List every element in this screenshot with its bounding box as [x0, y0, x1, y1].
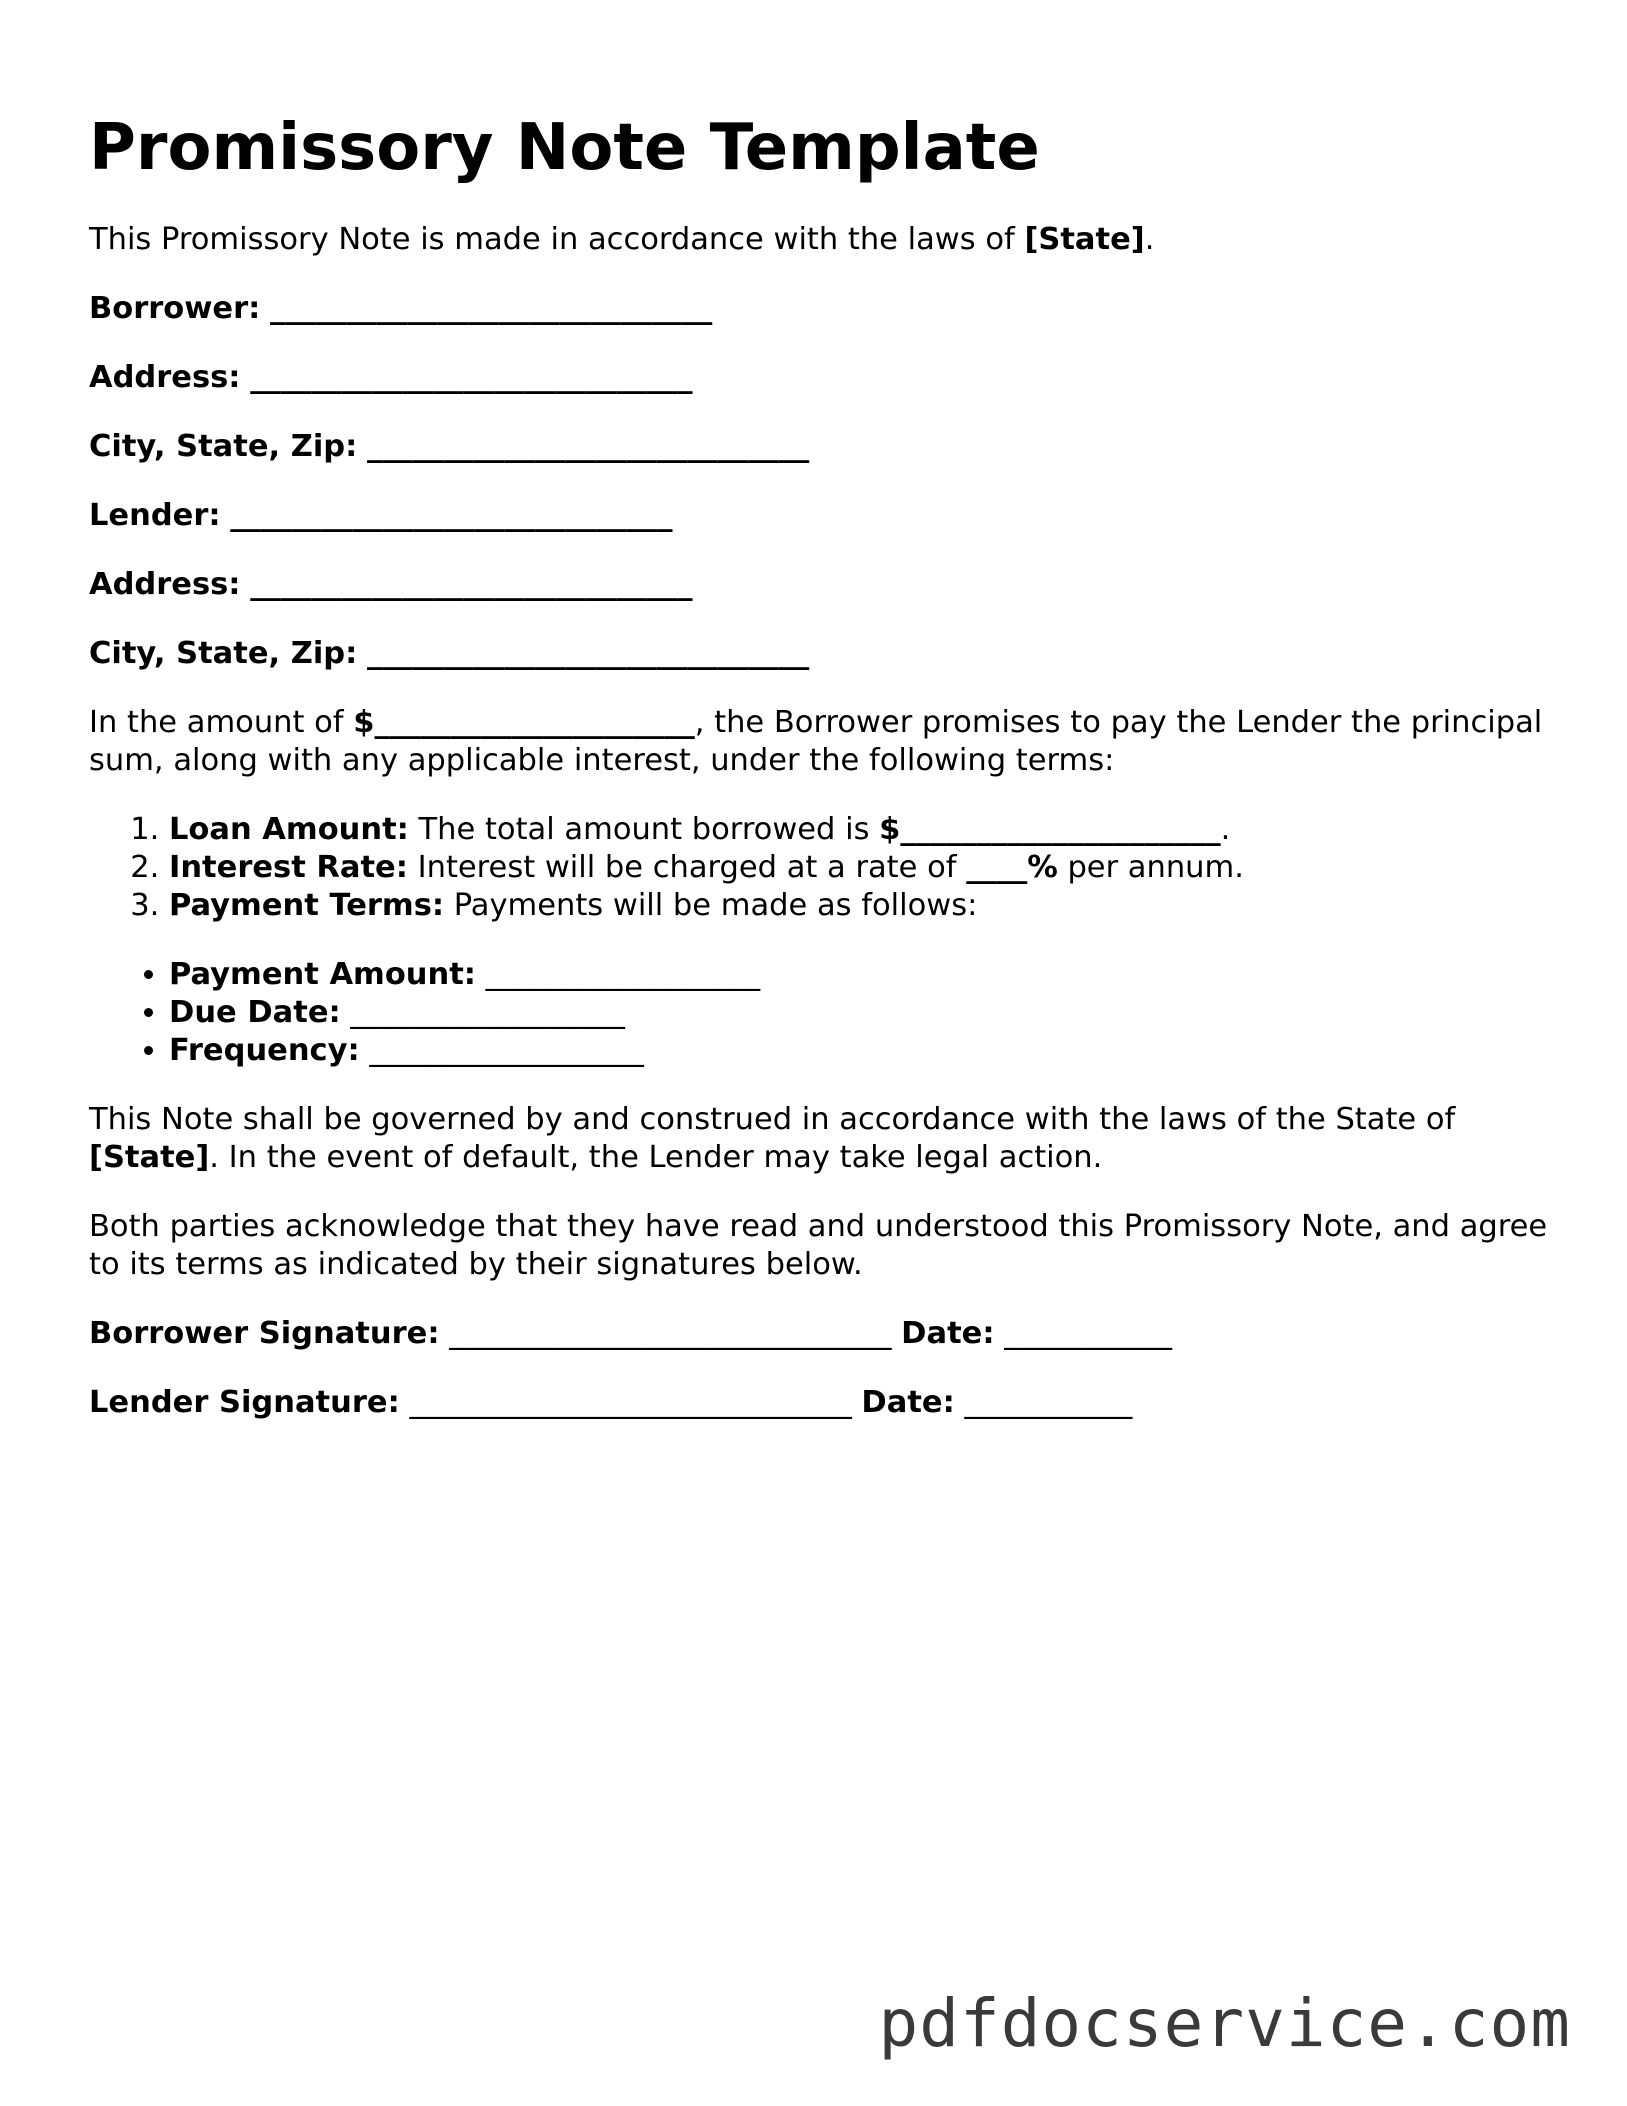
term-value[interactable]: $_____________________ — [879, 811, 1221, 847]
due-date-item[interactable] — [169, 994, 1549, 1032]
term-value[interactable]: ____% — [966, 849, 1058, 885]
amount-blank[interactable]: $_____________________ — [353, 704, 695, 740]
field-blank[interactable]: _____________________________ — [250, 359, 693, 395]
field-label: Address: — [89, 566, 241, 602]
payment-list — [89, 956, 1549, 1070]
amount-post: , the Borrower promises to pay the Lender the principal sum, along with any applicable interest, under the following terms: — [89, 704, 1543, 778]
field-label: Address: — [89, 359, 241, 395]
amount-paragraph — [89, 704, 1549, 780]
lender-field[interactable] — [89, 497, 1549, 535]
borrower-field[interactable] — [89, 290, 1549, 328]
document-page — [89, 110, 1549, 1453]
governing-post: . In the event of default, the Lender may take legal action. — [209, 1139, 1103, 1175]
frequency-item[interactable] — [169, 1032, 1549, 1070]
field-blank[interactable]: _____________________________ — [367, 635, 810, 671]
payment-label: Payment Amount: — [169, 956, 476, 992]
intro-paragraph — [89, 221, 1549, 259]
date-label: Date: — [861, 1384, 955, 1420]
acknowledge-paragraph: Both parties acknowledge that they have read and understood this Promissory Note, and agree to its terms as indicated by their signatures below. — [89, 1208, 1548, 1282]
term-text: Payments will be made as follows: — [444, 887, 978, 923]
field-blank[interactable]: _____________________________ — [270, 290, 713, 326]
field-label: City, State, Zip: — [89, 428, 358, 464]
payment-label: Frequency: — [169, 1032, 360, 1068]
term-text: Interest will be charged at a rate of — [407, 849, 967, 885]
date-blank[interactable]: ___________ — [994, 1315, 1172, 1351]
field-label: Borrower: — [89, 290, 261, 326]
term-payment-terms — [169, 887, 1549, 925]
field-blank[interactable]: _____________________________ — [250, 566, 693, 602]
term-post: . — [1220, 811, 1231, 847]
term-label: Payment Terms: — [169, 887, 445, 923]
governing-state: [State] — [89, 1139, 210, 1175]
borrower-address-field[interactable] — [89, 359, 1549, 397]
field-label: Lender: — [89, 497, 221, 533]
lender-signature-row[interactable] — [89, 1384, 1549, 1422]
page-title: Promissory Note Template — [89, 111, 1040, 185]
payment-blank[interactable]: __________________ — [340, 994, 625, 1030]
date-blank[interactable]: ___________ — [954, 1384, 1133, 1420]
lender-address-field[interactable] — [89, 566, 1549, 604]
payment-blank[interactable]: __________________ — [475, 956, 761, 992]
amount-pre: In the amount of — [89, 704, 354, 740]
borrower-city-state-zip-field[interactable] — [89, 428, 1549, 466]
field-blank[interactable]: _____________________________ — [367, 428, 810, 464]
payment-amount-item[interactable] — [169, 956, 1549, 994]
signature-blank[interactable]: _____________________________ — [399, 1384, 862, 1420]
date-label: Date: — [901, 1315, 995, 1351]
governing-paragraph — [89, 1101, 1549, 1177]
lender-city-state-zip-field[interactable] — [89, 635, 1549, 673]
field-label: City, State, Zip: — [89, 635, 358, 671]
term-text: The total amount borrowed is — [408, 811, 880, 847]
payment-blank[interactable]: __________________ — [359, 1032, 644, 1068]
term-label: Interest Rate: — [169, 849, 408, 885]
payment-label: Due Date: — [169, 994, 341, 1030]
term-post: per annum. — [1057, 849, 1244, 885]
signature-label: Lender Signature: — [89, 1384, 400, 1420]
borrower-signature-row[interactable] — [89, 1315, 1549, 1353]
term-interest-rate — [169, 849, 1549, 887]
intro-state: [State] — [1024, 221, 1145, 257]
watermark-text: pdfdocservice.com — [878, 1985, 1571, 2062]
signature-label: Borrower Signature: — [89, 1315, 440, 1351]
intro-text: This Promissory Note is made in accordance with the laws of — [89, 221, 1025, 257]
terms-list — [89, 811, 1549, 925]
governing-pre: This Note shall be governed by and construed in accordance with the laws of the State of — [89, 1101, 1456, 1137]
term-label: Loan Amount: — [169, 811, 409, 847]
signature-blank[interactable]: _____________________________ — [439, 1315, 902, 1351]
intro-end: . — [1144, 221, 1155, 257]
field-blank[interactable]: _____________________________ — [230, 497, 673, 533]
term-loan-amount — [169, 811, 1549, 849]
